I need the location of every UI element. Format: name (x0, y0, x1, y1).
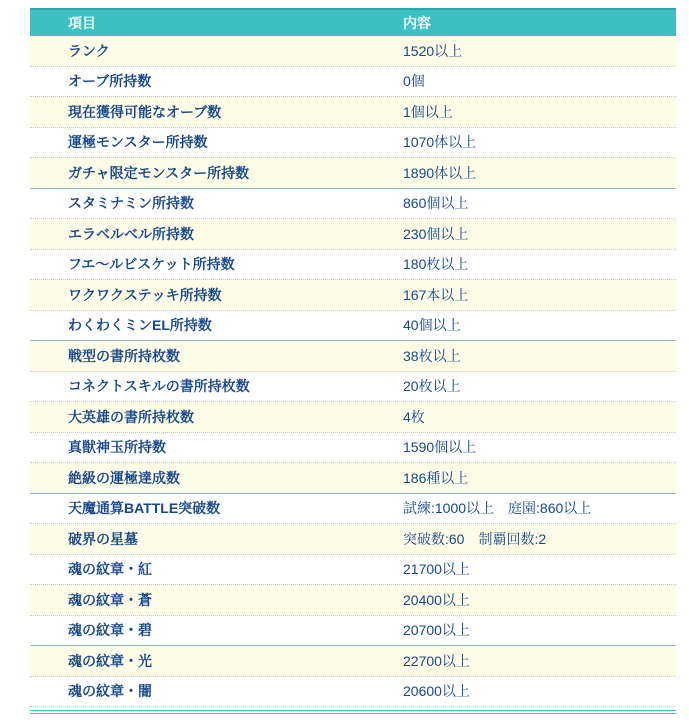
table-row (30, 402, 676, 433)
table-header (30, 8, 676, 36)
row-item-label: 大英雄の書所持枚数 (68, 408, 194, 425)
row-item-value: 1590個以上 (403, 439, 477, 456)
table-row (30, 189, 676, 220)
row-item-label: 絶級の運極達成数 (68, 469, 180, 486)
table-row (30, 128, 676, 159)
row-item-label: 天魔通算BATTLE突破数 (68, 500, 221, 517)
row-item-value: 20600以上 (403, 683, 470, 700)
table-row (30, 36, 676, 67)
row-item-label: スタミナミン所持数 (68, 195, 194, 212)
row-item-label: エラベルベル所持数 (68, 225, 194, 242)
row-item-value: 40個以上 (403, 317, 461, 334)
table-row (30, 463, 676, 494)
row-item-value: 20400以上 (403, 591, 470, 608)
table-row (30, 677, 676, 708)
row-item-value: 38枚以上 (403, 347, 461, 364)
row-item-label: 魂の紋章・光 (68, 652, 152, 669)
row-item-value: 21700以上 (403, 561, 470, 578)
table-row (30, 250, 676, 281)
row-item-label: ガチャ限定モンスター所持数 (68, 164, 250, 181)
table-row (30, 219, 676, 250)
header-item-label: 項目 (68, 15, 96, 31)
table-row (30, 616, 676, 647)
row-item-value: 1個以上 (403, 103, 453, 120)
row-item-label: 真獣神玉所持数 (68, 439, 166, 456)
table-row (30, 97, 676, 128)
row-item-label: コネクトスキルの書所持枚数 (68, 378, 250, 395)
row-item-value: 突破数:60 制覇回数:2 (403, 530, 547, 547)
row-item-label: オーブ所持数 (68, 73, 152, 90)
row-item-value: 180枚以上 (403, 256, 469, 273)
row-item-value: 167本以上 (403, 286, 469, 303)
row-item-label: フエ～ルビスケット所持数 (68, 256, 235, 273)
table-row (30, 494, 676, 525)
row-item-label: 現在獲得可能なオーブ数 (68, 103, 222, 120)
row-item-value: 1070体以上 (403, 134, 477, 151)
table-row (30, 524, 676, 555)
row-item-label: 魂の紋章・紅 (68, 561, 152, 578)
row-item-value: 20700以上 (403, 622, 470, 639)
row-item-value: 1890体以上 (403, 164, 477, 181)
row-item-value: 230個以上 (403, 225, 469, 242)
row-item-value: 1520以上 (403, 42, 463, 59)
row-item-label: 運極モンスター所持数 (68, 134, 208, 151)
table-row (30, 372, 676, 403)
table-row (30, 341, 676, 372)
row-item-value: 試練:1000以上 庭園:860以上 (403, 500, 592, 517)
table-row (30, 280, 676, 311)
table-row (30, 585, 676, 616)
table-row (30, 67, 676, 98)
table-row (30, 433, 676, 464)
row-item-value: 4枚 (403, 408, 425, 425)
table-body (30, 36, 676, 707)
row-item-label: 魂の紋章・闇 (68, 683, 152, 700)
row-item-label: ランク (68, 42, 110, 59)
table-row (30, 646, 676, 677)
row-item-label: わくわくミンEL所持数 (68, 317, 212, 334)
row-item-value: 186種以上 (403, 469, 469, 486)
status-table (30, 8, 676, 714)
row-item-label: 魂の紋章・碧 (68, 622, 152, 639)
header-value-label: 内容 (403, 15, 431, 31)
row-item-value: 860個以上 (403, 195, 469, 212)
table-row (30, 311, 676, 342)
row-item-label: ワクワクステッキ所持数 (68, 286, 222, 303)
row-item-label: 魂の紋章・蒼 (68, 591, 152, 608)
row-item-value: 0個 (403, 73, 425, 90)
row-item-label: 破界の星墓 (68, 530, 138, 547)
table-row (30, 158, 676, 189)
row-item-value: 22700以上 (403, 652, 470, 669)
row-item-label: 戦型の書所持枚数 (68, 347, 180, 364)
row-item-value: 20枚以上 (403, 378, 461, 395)
table-row (30, 555, 676, 586)
